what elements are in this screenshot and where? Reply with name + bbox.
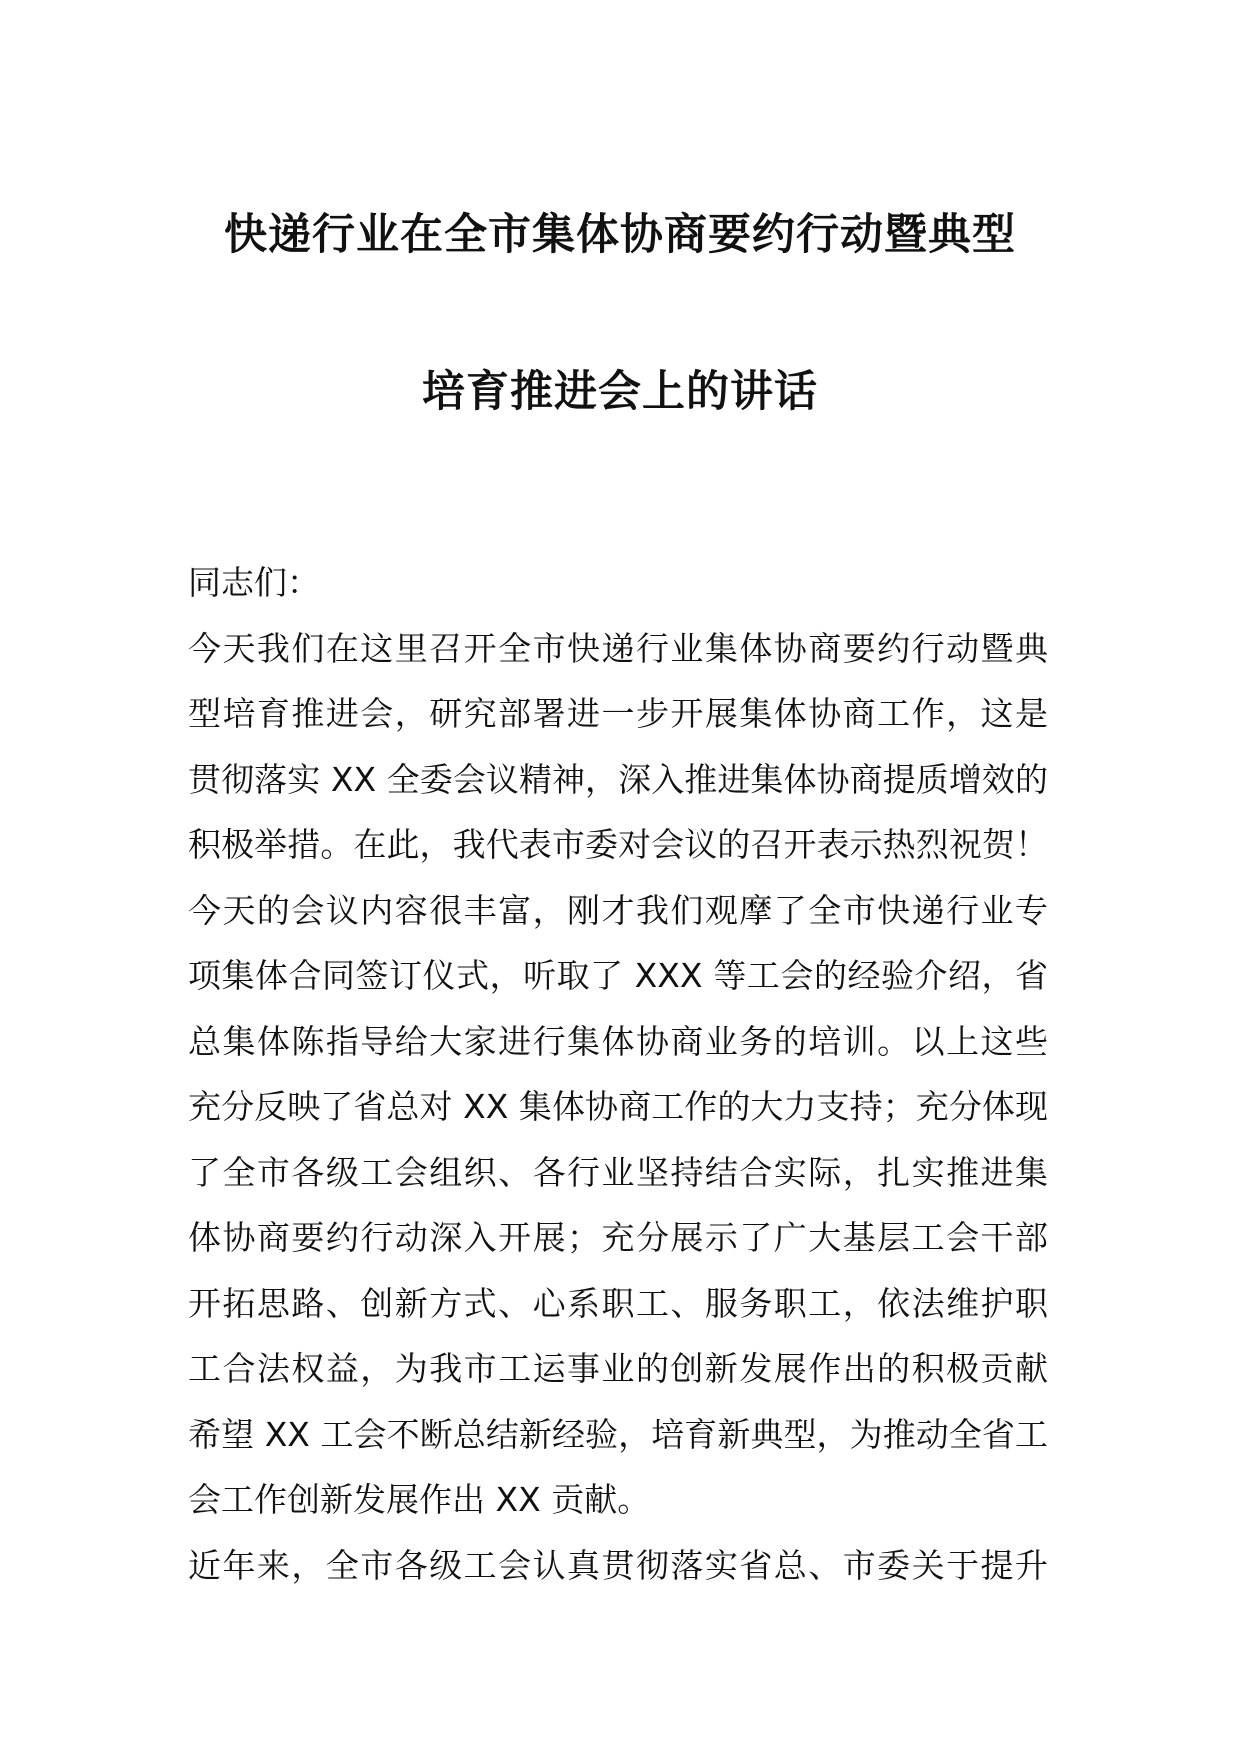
body-line: 今天我们在这里召开全市快递行业集体协商要约行动暨典: [188, 628, 1048, 668]
body-line: 贯彻落实 XX 全委会议精神，深入推进集体协商提质增效的: [188, 759, 1048, 799]
body-line: 工合法权益，为我市工运事业的创新发展作出的积极贡献: [188, 1349, 1048, 1388]
body-line: 了全市各级工会组织、各行业坚持结合实际，扎实推进集: [188, 1152, 1048, 1192]
body-line: 项集体合同签订仪式，听取了 XXX 等工会的经验介绍，省: [188, 956, 1048, 995]
document-title-line-2: 培育推进会上的讲话: [422, 367, 818, 417]
body-line: 近年来，全市各级工会认真贯彻落实省总、市委关于提升: [188, 1545, 1048, 1585]
body-line: 总集体陈指导给大家进行集体协商业务的培训。以上这些: [188, 1021, 1048, 1061]
body-line: 充分反映了省总对 XX 集体协商工作的大力支持；充分体现: [188, 1087, 1048, 1126]
body-line: 今天的会议内容很丰富，刚才我们观摩了全市快递行业专: [188, 890, 1048, 930]
body-line: 型培育推进会，研究部署进一步开展集体协商工作，这是: [188, 694, 1048, 733]
body-line: 积极举措。在此，我代表市委对会议的召开表示热烈祝贺！: [188, 825, 1048, 864]
body-line: 开拓思路、创新方式、心系职工、服务职工，依法维护职: [188, 1283, 1048, 1323]
body-line: 体协商要约行动深入开展；充分展示了广大基层工会干部: [188, 1218, 1048, 1257]
document-title-line-1: 快递行业在全市集体协商要约行动暨典型: [224, 210, 1016, 260]
body-line: 会工作创新发展作出 XX 贡献。: [188, 1480, 651, 1519]
salutation: 同志们：: [188, 563, 320, 602]
document-body: [188, 550, 1048, 1598]
body-line: 希望 XX 工会不断总结新经验，培育新典型，为推动全省工: [188, 1414, 1048, 1454]
